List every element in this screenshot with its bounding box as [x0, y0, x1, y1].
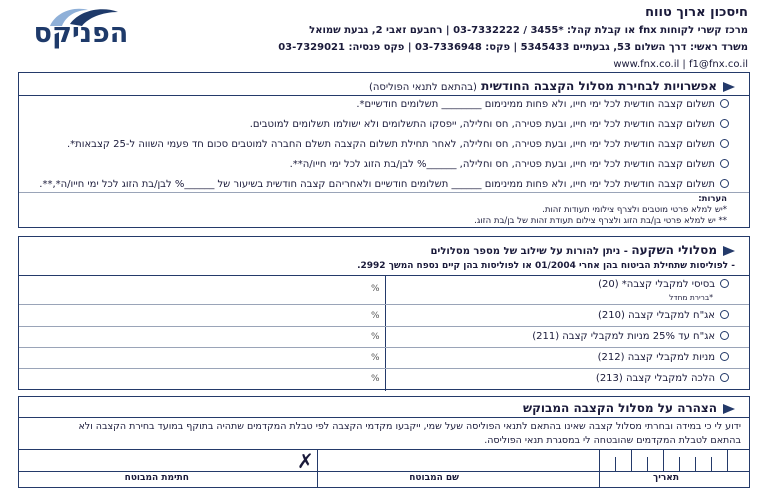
- note-2: ** יש למלא פרטי בן/בת הזוג ולצרף צילום תעודת זהות של בן/בת הזוג.: [474, 216, 727, 226]
- radio-icon[interactable]: [720, 179, 729, 188]
- radio-icon[interactable]: [720, 139, 729, 148]
- radio-icon[interactable]: [720, 159, 729, 168]
- radio-icon[interactable]: [720, 279, 729, 288]
- company-logo: [22, 4, 140, 58]
- section-arrow-icon: [723, 246, 735, 256]
- pct-field-basic[interactable]: %: [371, 284, 380, 294]
- office-line: משרד ראשי: דרך השלום 53, גבעתיים 5345433 | פקס: 03-7336948 | פקס פנסיה: 03-7329021: [278, 42, 748, 53]
- annuity-option-1[interactable]: תשלום קצבה חודשית לכל ימי חייו, ולא פחות ממינימום ________ תשלומים חודשיים*.: [356, 99, 729, 110]
- notes-title: הערות:: [698, 194, 727, 204]
- insured-signature-label: חתימת המבוטח: [124, 473, 189, 483]
- web-line: www.fnx.co.il | f1@fnx.co.il: [613, 59, 748, 70]
- annuity-section-title: אפשרויות לבחירת מסלול הקצבה החודשית (בהתאם לתנאי הפוליסה): [369, 79, 735, 93]
- investment-tracks-section: [18, 236, 750, 390]
- declaration-text-1: ידוע לי כי במידה ובחרתי מסלול קצבה שאינו בהתאם לתנאי הפוליסה שעל שמי, ייקבעו מקדמי הקצבה לפי טבלת המקדמים שתהיה בתוקף במועד בחירת הקצבה ולא: [78, 421, 741, 432]
- radio-icon[interactable]: [720, 352, 729, 361]
- radio-icon[interactable]: [720, 373, 729, 382]
- investment-track-stocks[interactable]: מניות למקבלי קצבה (212): [598, 352, 729, 363]
- signature-x-mark: ✗: [297, 449, 314, 473]
- logo-text: הפניקס: [33, 18, 129, 49]
- radio-icon[interactable]: [720, 331, 729, 340]
- pct-field-bonds[interactable]: %: [371, 311, 380, 321]
- annuity-option-4[interactable]: תשלום קצבה חודשית לכל ימי חייו, ובעת פטירה, חס וחלילה, ______% לבן/בת הזוג לכל ימי חייו/ה**.: [290, 159, 729, 170]
- pct-field-stocks[interactable]: %: [371, 353, 380, 363]
- annuity-option-2[interactable]: תשלום קצבה חודשית לכל ימי חייו, ובעת פטירה, חס וחלילה, ייפסקו התשלומים ולא ישולמו תשלומים למוטבים.: [250, 119, 729, 130]
- form-title: חיסכון ארוך טווח: [645, 5, 748, 20]
- contact-line: מרכז קשרי לקוחות fnx או קבלת קהל: *3455 / 03-7332222 | רחבעם זאבי 2, גבעת שמואל: [309, 25, 748, 36]
- insured-name-label: שם המבוטח: [409, 473, 459, 483]
- declaration-section-title: הצהרה על מסלול הקצבה המבוקש: [523, 401, 735, 415]
- radio-icon[interactable]: [720, 99, 729, 108]
- default-note: *ברירת מחדל: [669, 293, 713, 302]
- date-label: תאריך: [653, 473, 679, 483]
- investment-track-bonds-25[interactable]: אג"ח עד 25% מניות למקבלי קצבה (211): [532, 331, 729, 342]
- investment-track-halacha[interactable]: הלכה למקבלי קצבה (213): [596, 373, 729, 384]
- investment-track-bonds[interactable]: אג"ח למקבלי קצבה (210): [598, 310, 729, 321]
- annuity-track-section: [18, 72, 750, 228]
- annuity-option-3[interactable]: תשלום קצבה חודשית לכל ימי חייו, ובעת פטירה, חס וחלילה, לאחר תחילת תשלום הקצבה תשלם החברה למוטבים סכום חד פעמי השווה ל-25 קצבאות*.: [67, 139, 729, 150]
- declaration-text-2: בהתאם לטבלת המקדמים שהובטחה לי במסגרת תנאי הפוליסה.: [484, 435, 741, 446]
- pct-field-bonds-25[interactable]: %: [371, 332, 380, 342]
- declaration-section: [18, 396, 750, 488]
- radio-icon[interactable]: [720, 310, 729, 319]
- pct-field-halacha[interactable]: %: [371, 374, 380, 384]
- note-1: *יש למלא פרטי מוטבים ולצרף צילומי תעודות זהות.: [542, 205, 727, 215]
- investment-subtitle: - לפוליסות שתחילת הביטוח בהן אחרי 01/2004 או לפוליסות בהן קיים נספח המשך 2992.: [357, 261, 735, 271]
- section-arrow-icon: [723, 82, 735, 92]
- investment-track-basic[interactable]: בסיסי למקבלי קצבה* (20): [598, 279, 729, 290]
- radio-icon[interactable]: [720, 119, 729, 128]
- annuity-option-5[interactable]: תשלום קצבה חודשית לכל ימי חייו, ולא פחות ממינימום ______ תשלומים חודשיים ולאחריהם קצבה חודשית בשיעור של ______% לבן/בת הזוג לכל ימי חייו/ה*,**.: [39, 179, 729, 190]
- section-arrow-icon: [723, 404, 735, 414]
- investment-section-title: מסלולי השקעה - ניתן להורות על שילוב של מספר מסלולים: [430, 243, 735, 257]
